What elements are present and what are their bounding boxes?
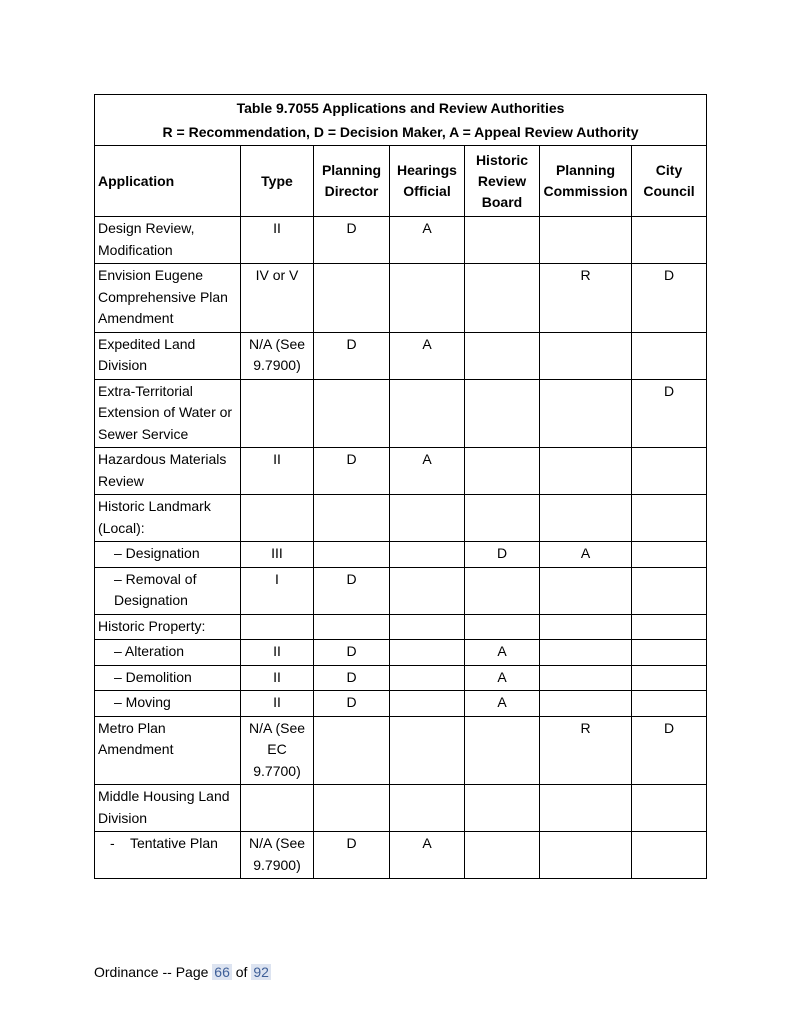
authority-cell-type: IV or V: [241, 264, 314, 333]
authority-cell-city-council: D: [632, 716, 707, 785]
table-row: [95, 567, 707, 614]
application-cell: Metro Plan Amendment: [95, 716, 241, 785]
page-footer: [94, 961, 271, 983]
header-line: Board: [481, 193, 523, 210]
table-row: [95, 448, 707, 495]
authority-cell-planning-commission: [540, 567, 632, 614]
application-cell: Middle Housing Land Division: [95, 785, 241, 832]
application-cell: Historic Landmark (Local):: [95, 495, 241, 542]
authority-cell-type: N/A (See 9.7900): [241, 332, 314, 379]
authority-cell-historic-review-board: [465, 448, 540, 495]
authority-cell-historic-review-board: [465, 217, 540, 264]
authority-cell-city-council: [632, 332, 707, 379]
authority-cell-hearings-official: [390, 691, 465, 717]
authority-cell-type: II: [241, 691, 314, 717]
authority-cell-type: [241, 495, 314, 542]
authority-cell-city-council: [632, 640, 707, 666]
application-cell: – Moving: [95, 691, 241, 717]
authority-cell-planning-commission: [540, 640, 632, 666]
authority-cell-planning-director: [314, 264, 390, 333]
table-row: [95, 217, 707, 264]
authority-cell-hearings-official: [390, 495, 465, 542]
authority-cell-city-council: [632, 614, 707, 640]
authority-cell-historic-review-board: [465, 264, 540, 333]
authority-cell-planning-director: D: [314, 640, 390, 666]
header-row: [95, 146, 707, 217]
table-legend: R = Recommendation, D = Decision Maker, A = Appeal Review Authority: [162, 124, 639, 140]
authority-cell-hearings-official: [390, 567, 465, 614]
authority-cell-hearings-official: [390, 640, 465, 666]
application-cell: Design Review, Modification: [95, 217, 241, 264]
authority-cell-city-council: [632, 785, 707, 832]
authority-cell-planning-director: [314, 542, 390, 568]
authority-cell-historic-review-board: [465, 614, 540, 640]
authority-cell-type: II: [241, 448, 314, 495]
authority-cell-planning-commission: A: [540, 542, 632, 568]
table-row: [95, 495, 707, 542]
table-body: [95, 217, 707, 879]
application-cell: – Removal of Designation: [95, 567, 241, 614]
authority-cell-hearings-official: [390, 614, 465, 640]
header-line: Historic: [475, 151, 529, 168]
total-pages: 92: [253, 964, 269, 980]
authority-cell-city-council: [632, 832, 707, 879]
authority-cell-type: II: [241, 665, 314, 691]
authority-cell-hearings-official: A: [390, 832, 465, 879]
footer-prefix: Ordinance -- Page: [94, 964, 209, 980]
authority-cell-planning-commission: [540, 665, 632, 691]
authority-cell-planning-director: [314, 379, 390, 448]
authority-cell-historic-review-board: [465, 379, 540, 448]
authority-cell-type: II: [241, 217, 314, 264]
authority-cell-historic-review-board: [465, 832, 540, 879]
authority-cell-city-council: [632, 665, 707, 691]
header-application: [95, 146, 241, 217]
authority-cell-city-council: [632, 691, 707, 717]
application-cell: – Alteration: [95, 640, 241, 666]
header-line: Official: [403, 183, 451, 199]
authority-cell-type: [241, 785, 314, 832]
header-line: Commission: [543, 183, 628, 199]
table-row: [95, 379, 707, 448]
footer-of: of: [235, 964, 248, 980]
authority-cell-planning-director: [314, 614, 390, 640]
authority-cell-historic-review-board: [465, 332, 540, 379]
header-type: [241, 146, 314, 217]
application-cell: – Designation: [95, 542, 241, 568]
table-caption: [95, 95, 707, 146]
header-line: Type: [261, 172, 293, 189]
authority-cell-hearings-official: A: [390, 332, 465, 379]
header-planning-commission: [540, 146, 632, 217]
authority-cell-historic-review-board: [465, 716, 540, 785]
authority-cell-planning-commission: R: [540, 264, 632, 333]
authority-cell-type: [241, 614, 314, 640]
header-line: Council: [643, 183, 695, 199]
authority-cell-city-council: [632, 542, 707, 568]
authority-cell-planning-director: [314, 785, 390, 832]
authority-cell-historic-review-board: D: [465, 542, 540, 568]
authority-cell-planning-commission: [540, 785, 632, 832]
authority-cell-hearings-official: A: [390, 217, 465, 264]
application-cell: Historic Property:: [95, 614, 241, 640]
applications-review-table: [94, 94, 707, 879]
authority-cell-historic-review-board: [465, 567, 540, 614]
authority-cell-type: N/A (See EC 9.7700): [241, 716, 314, 785]
authority-cell-planning-commission: [540, 495, 632, 542]
authority-cell-planning-commission: [540, 614, 632, 640]
table-row: [95, 264, 707, 333]
authority-cell-hearings-official: [390, 542, 465, 568]
authority-cell-city-council: [632, 567, 707, 614]
application-cell: Envision Eugene Comprehensive Plan Amendment: [95, 264, 241, 333]
authority-cell-hearings-official: [390, 264, 465, 333]
application-cell: – Demolition: [95, 665, 241, 691]
authority-cell-planning-director: D: [314, 691, 390, 717]
authority-cell-planning-commission: [540, 379, 632, 448]
header-city-council: [632, 146, 707, 217]
authority-cell-type: II: [241, 640, 314, 666]
application-cell: Extra-Territorial Extension of Water or Sewer Service: [95, 379, 241, 448]
header-planning-director: [314, 146, 390, 217]
authority-cell-city-council: [632, 448, 707, 495]
table-row: [95, 691, 707, 717]
authority-cell-historic-review-board: [465, 495, 540, 542]
header-line: Director: [324, 183, 379, 199]
table-row: [95, 640, 707, 666]
authority-cell-historic-review-board: A: [465, 665, 540, 691]
authority-cell-hearings-official: [390, 379, 465, 448]
authority-cell-planning-director: D: [314, 567, 390, 614]
application-cell: - Tentative Plan: [95, 832, 241, 879]
authority-cell-historic-review-board: A: [465, 691, 540, 717]
authority-cell-historic-review-board: A: [465, 640, 540, 666]
authority-cell-type: [241, 379, 314, 448]
page-number: 66: [214, 964, 230, 980]
authority-cell-planning-director: D: [314, 665, 390, 691]
authority-cell-planning-commission: [540, 448, 632, 495]
authority-cell-planning-director: D: [314, 217, 390, 264]
authority-cell-city-council: D: [632, 379, 707, 448]
authority-cell-planning-director: D: [314, 332, 390, 379]
authority-cell-planning-commission: R: [540, 716, 632, 785]
authority-cell-type: III: [241, 542, 314, 568]
application-cell: Expedited Land Division: [95, 332, 241, 379]
header-historic-review-board: [465, 146, 540, 217]
header-line: Planning: [555, 162, 616, 178]
table-row: [95, 614, 707, 640]
header-line: Hearings: [397, 162, 457, 178]
authority-cell-planning-commission: [540, 332, 632, 379]
header-line: City: [655, 162, 683, 178]
authority-cell-type: N/A (See 9.7900): [241, 832, 314, 879]
authority-cell-hearings-official: A: [390, 448, 465, 495]
header-line: Planning: [321, 162, 382, 178]
authority-cell-planning-director: D: [314, 448, 390, 495]
authority-cell-hearings-official: [390, 665, 465, 691]
authority-cell-city-council: [632, 217, 707, 264]
authority-cell-hearings-official: [390, 716, 465, 785]
table-row: [95, 832, 707, 879]
table-title: Table 9.7055 Applications and Review Authorities: [236, 100, 565, 116]
authority-cell-planning-director: [314, 716, 390, 785]
authority-cell-type: I: [241, 567, 314, 614]
table-row: [95, 332, 707, 379]
authority-cell-planning-commission: [540, 691, 632, 717]
authority-cell-planning-director: D: [314, 832, 390, 879]
authority-cell-hearings-official: [390, 785, 465, 832]
authority-cell-planning-commission: [540, 832, 632, 879]
application-cell: Hazardous Materials Review: [95, 448, 241, 495]
authority-cell-historic-review-board: [465, 785, 540, 832]
authority-cell-city-council: [632, 495, 707, 542]
authority-cell-planning-commission: [540, 217, 632, 264]
table-row: [95, 785, 707, 832]
header-line: Review: [477, 172, 527, 189]
authority-cell-city-council: D: [632, 264, 707, 333]
table-row: [95, 665, 707, 691]
header-hearings-official: [390, 146, 465, 217]
table-row: [95, 542, 707, 568]
authority-cell-planning-director: [314, 495, 390, 542]
header-line: Application: [98, 172, 175, 189]
table-row: [95, 716, 707, 785]
